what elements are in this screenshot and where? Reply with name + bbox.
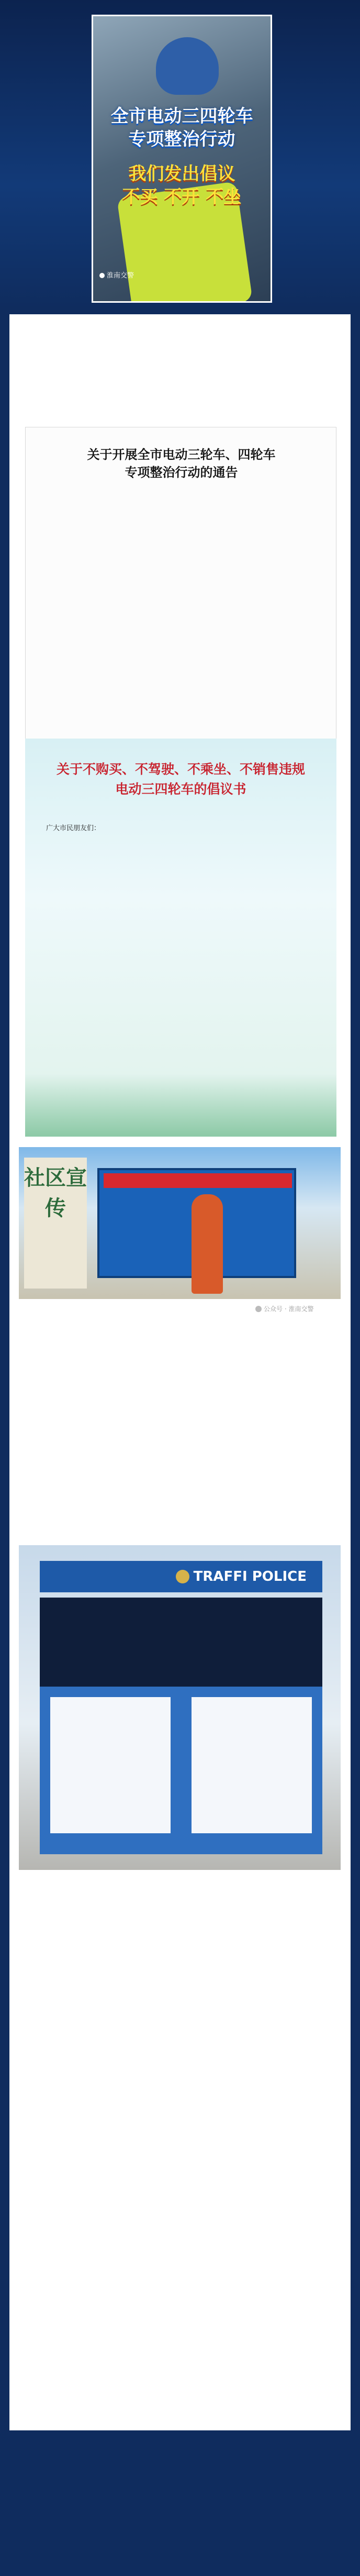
- hero-title-line1: 全市电动三四轮车: [110, 106, 253, 127]
- poster-greeting: 广大市民朋友们：: [46, 824, 101, 832]
- notice-title: [26, 446, 337, 481]
- kiosk-poster-right: [192, 1697, 312, 1833]
- watermark-2: [255, 1304, 313, 1313]
- police-badge-icon: [99, 273, 105, 278]
- hero-slogan: [97, 162, 267, 208]
- wechat-account-icon: [255, 1306, 262, 1312]
- poster-title-line2: 电动三四轮车的倡议书: [115, 781, 246, 797]
- kiosk-led-screen: [40, 1598, 322, 1687]
- page-footer-background: [0, 2430, 360, 2576]
- initiative-poster: [25, 739, 336, 1137]
- kiosk-poster-left: [50, 1697, 171, 1833]
- community-banner: 社区宣传: [24, 1158, 87, 1289]
- hero-slogan-line1: 我们发出倡议: [128, 163, 235, 184]
- hero-title-line2: 专项整治行动: [128, 129, 235, 150]
- hero-title: [97, 105, 267, 151]
- poster-title: [46, 759, 316, 799]
- street-publicity-photo: [19, 1147, 341, 1299]
- poster-decoration: [25, 1074, 336, 1137]
- police-helmet-graphic: [156, 37, 219, 95]
- kiosk-roof-text: TRAFFI POLICE: [193, 1569, 307, 1584]
- kiosk-roof-sign: [40, 1561, 322, 1592]
- hero-banner: [0, 0, 360, 309]
- hero-photo: [92, 15, 272, 303]
- watermark-text-2: 公众号 · 淮南交警: [264, 1305, 314, 1313]
- police-emblem-icon: [176, 1570, 189, 1583]
- notice-title-line2: 专项整治行动的通告: [125, 465, 238, 480]
- pedestrian-figure: [192, 1194, 223, 1294]
- hero-logo: [99, 270, 162, 280]
- traffic-police-kiosk-photo: [19, 1545, 341, 1870]
- article-body: [9, 314, 351, 2567]
- hero-logo-text: 淮南交警: [107, 272, 134, 280]
- kiosk-body: [40, 1687, 322, 1854]
- publicity-board-header: [104, 1173, 292, 1188]
- notice-title-line1: 关于开展全市电动三轮车、四轮车: [87, 447, 276, 462]
- hero-slogan-line2: 不买 不开 不坐: [122, 186, 242, 207]
- poster-title-line1: 关于不购买、不驾驶、不乘坐、不销售违规: [56, 762, 305, 777]
